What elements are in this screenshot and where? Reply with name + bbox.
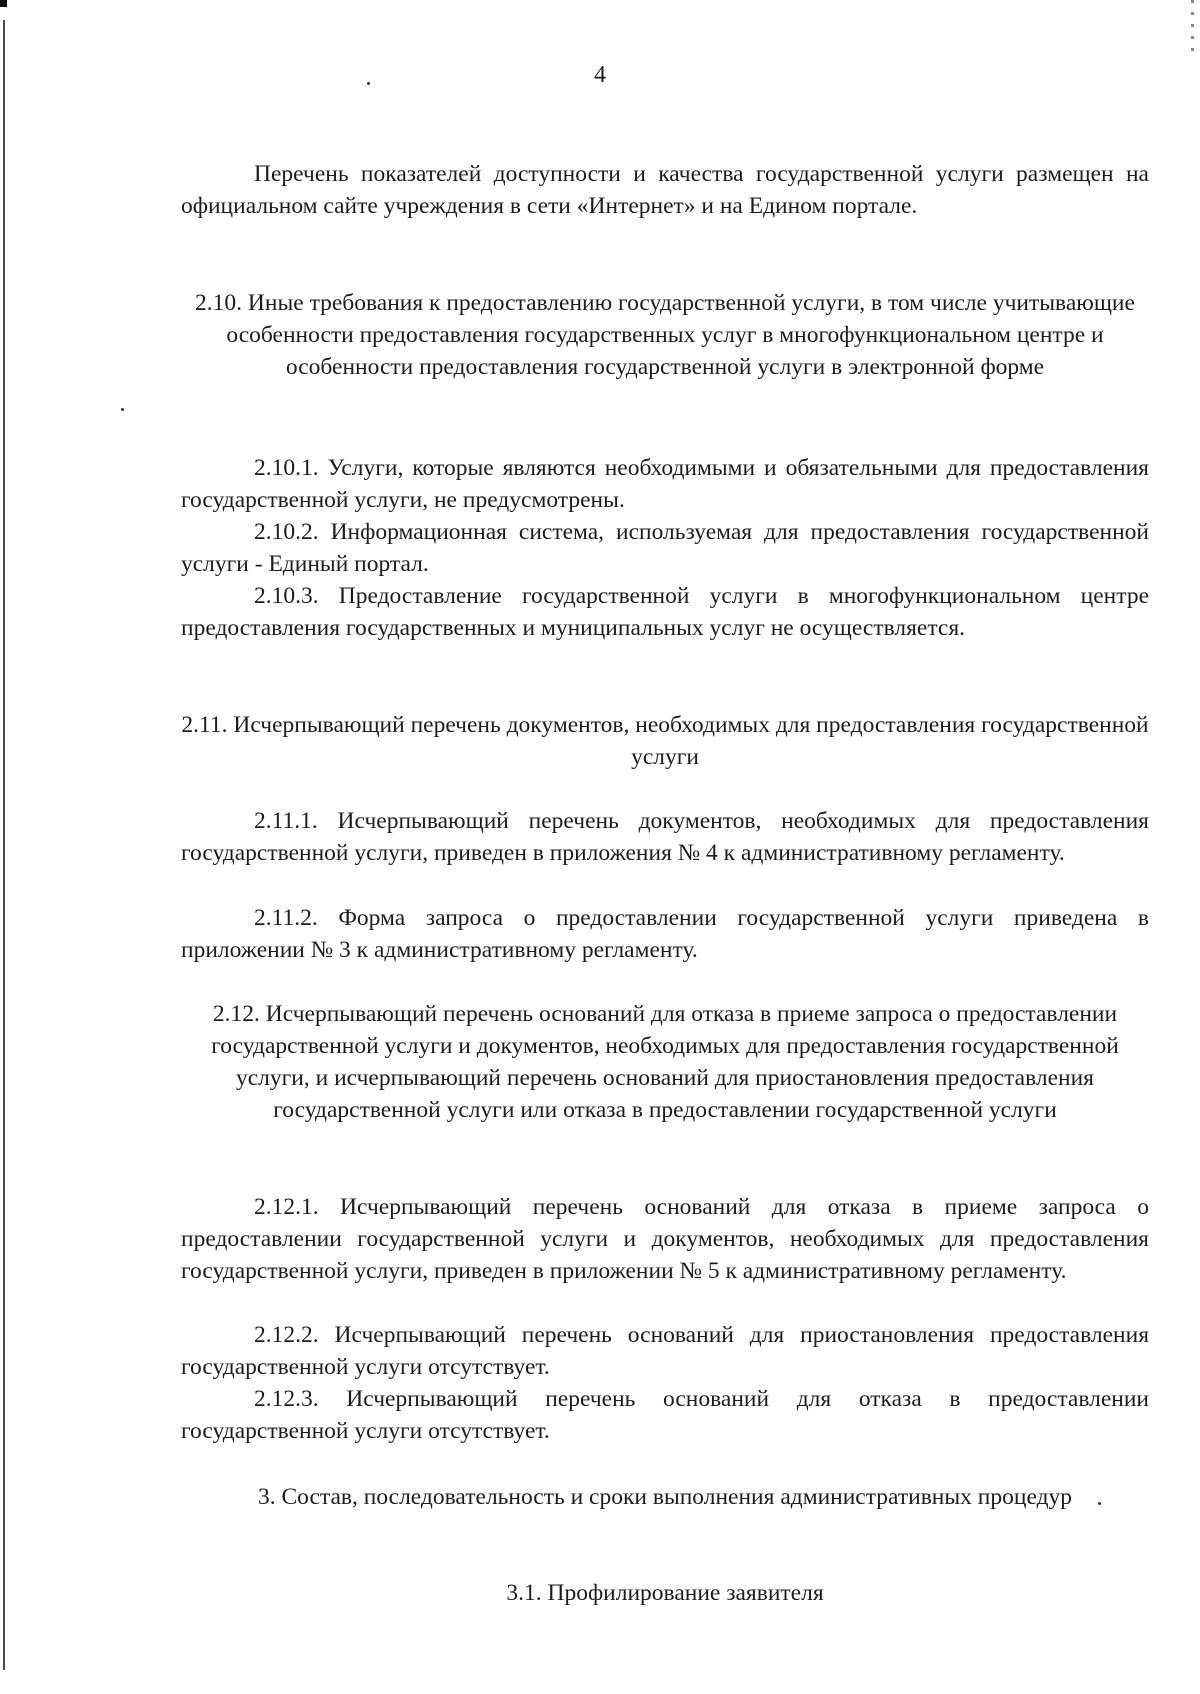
body-paragraph: 2.12.1. Исчерпывающий перечень оснований для отказа в приеме запроса о предоставлении государственной услуги и документов, необходимых для предоставления государственной услуги, приведен в приложении № 5 к административному регламенту.: [181, 1194, 1149, 1284]
body-paragraph: 2.12.2. Исчерпывающий перечень оснований для приостановления предоставления государственной услуги отсутствует.: [181, 1322, 1149, 1380]
body-paragraph: 2.11.1. Исчерпывающий перечень документов, необходимых для предоставления государственной услуги, приведен в приложения № 4 к административному регламенту.: [181, 808, 1149, 866]
page-number: 4: [594, 62, 606, 88]
scan-right-specks: [1191, 0, 1194, 60]
section-heading: 2.11. Исчерпывающий перечень документов, необходимых для предоставления государственной услуги: [181, 712, 1149, 770]
scan-left-edge: [3, 20, 5, 1670]
body-paragraph: 2.10.3. Предоставление государственной услуги в многофункциональном центре предоставления государственных и муниципальных услуг не осуществляется.: [181, 583, 1149, 641]
section-heading: 3.1. Профилирование заявителя: [506, 1580, 824, 1606]
scan-corner-mark: [0, 0, 7, 7]
section-heading: 2.12. Исчерпывающий перечень оснований для отказа в приеме запроса о предоставлении государственной услуги и документов, необходимых для предоставления государственной услуги, и исчерпывающий перечень оснований для приостановления предоставления государственной услуги или отказа в предоставлении государственной услуги: [211, 1001, 1119, 1123]
body-paragraph: 2.10.2. Информационная система, используемая для предоставления государственной услуги - Единый портал.: [181, 519, 1149, 577]
body-paragraph: 2.10.1. Услуги, которые являются необходимыми и обязательными для предоставления государственной услуги, не предусмотрены.: [181, 455, 1149, 513]
body-paragraph: Перечень показателей доступности и качества государственной услуги размещен на официальном сайте учреждения в сети «Интернет» и на Едином портале.: [181, 161, 1149, 219]
section-heading: 3. Состав, последовательность и сроки выполнения административных процедур: [257, 1484, 1073, 1510]
scan-speck: [121, 408, 124, 411]
body-paragraph: 2.11.2. Форма запроса о предоставлении государственной услуги приведена в приложении № 3 к административному регламенту.: [181, 905, 1149, 963]
section-heading: 2.10. Иные требования к предоставлению государственной услуги, в том числе учитывающие особенности предоставления государственных услуг в многофункциональном центре и особенности предоставления государственной услуги в электронной форме: [195, 290, 1135, 380]
body-paragraph: 2.12.3. Исчерпывающий перечень оснований для отказа в предоставлении государственной услуги отсутствует.: [181, 1386, 1149, 1444]
